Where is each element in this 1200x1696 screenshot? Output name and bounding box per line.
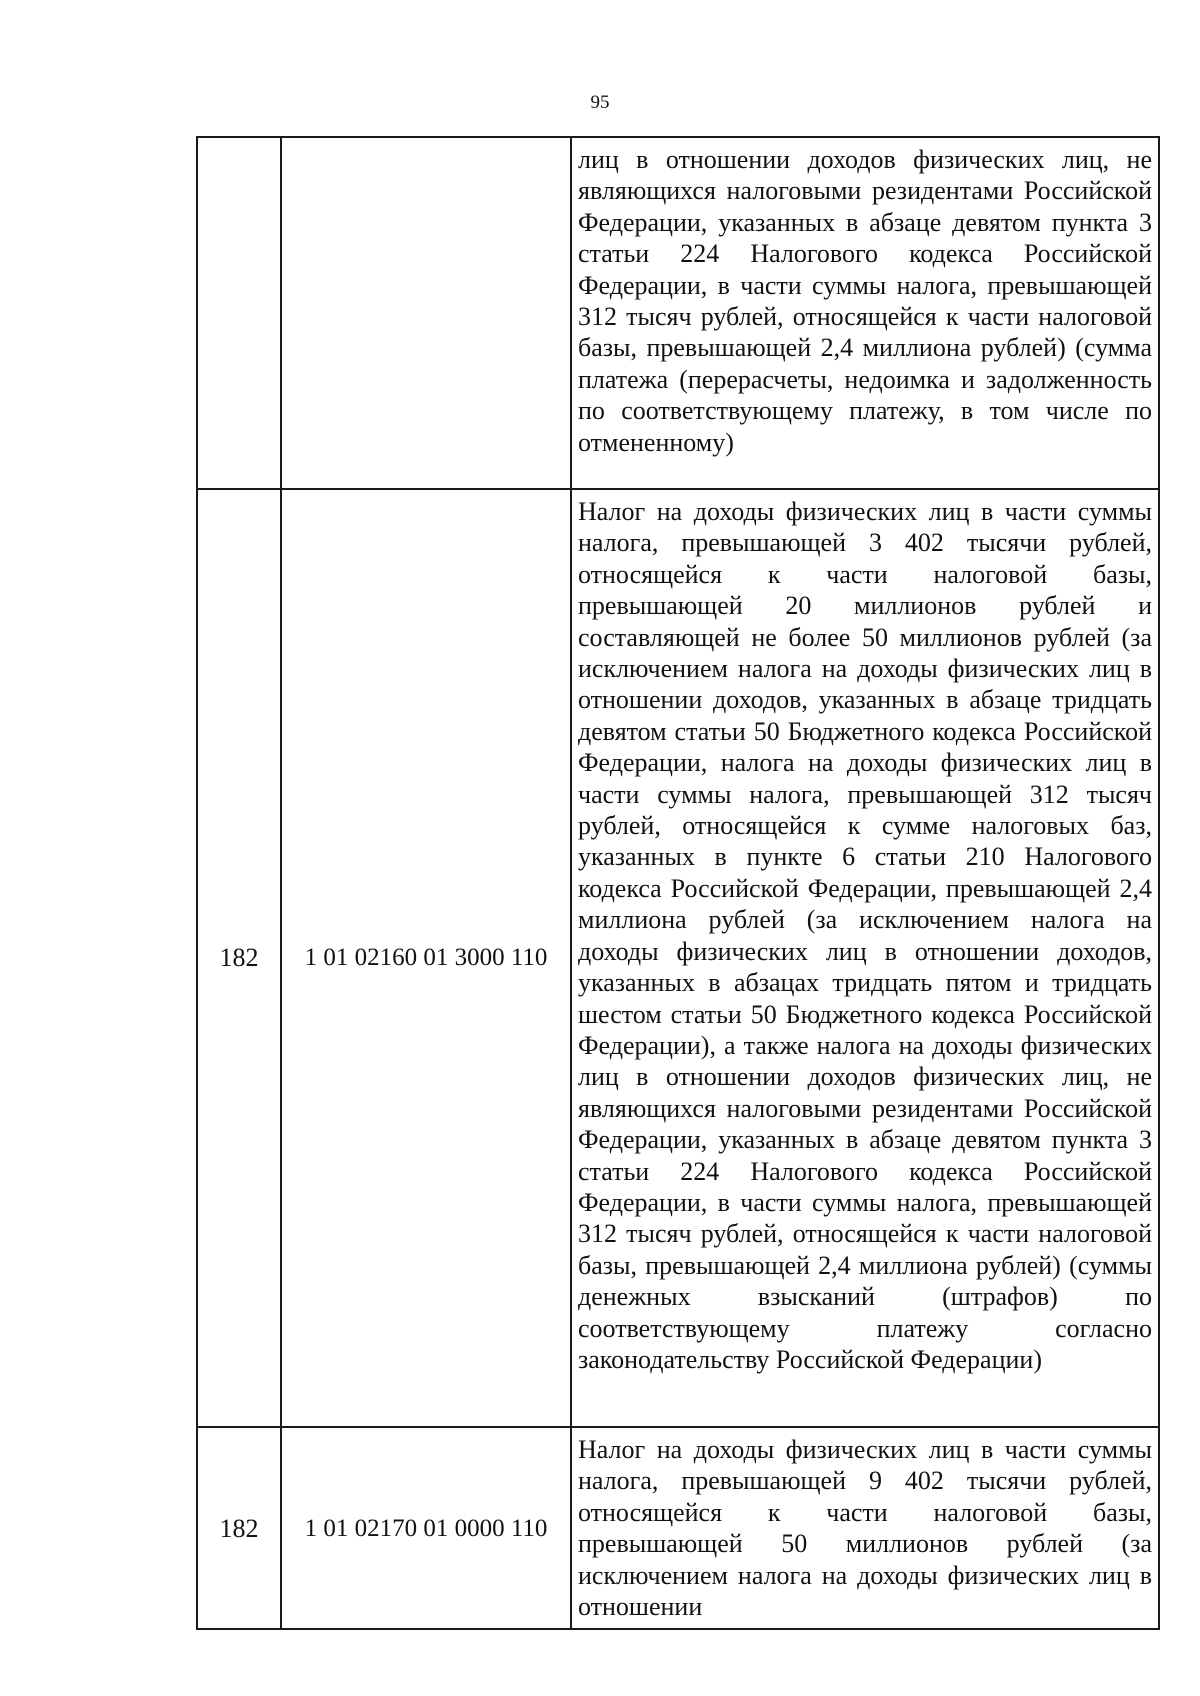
admin-code-cell: 182 xyxy=(197,489,281,1427)
budget-classification-table xyxy=(196,136,1160,1630)
admin-code-cell xyxy=(197,137,281,489)
budget-code-cell xyxy=(281,137,571,489)
budget-code-cell: 1 01 02160 01 3000 110 xyxy=(281,489,571,1427)
admin-code-cell: 182 xyxy=(197,1427,281,1629)
table-row xyxy=(197,489,1159,1427)
table-row xyxy=(197,1427,1159,1629)
description-cell: Налог на доходы физических лиц в части суммы налога, превышающей 9 402 тысячи рублей, относящейся к части налоговой базы, превышающей 50 миллионов рублей (за исключением налога на доходы физических лиц в отношении xyxy=(571,1427,1159,1629)
description-cell: лиц в отношении доходов физических лиц, не являющихся налоговыми резидентами Российской Федерации, указанных в абзаце девятом пункта 3 статьи 224 Налогового кодекса Российской Федерации, в части суммы налога, превышающей 312 тысяч рублей, относящейся к части налоговой базы, превышающей 2,4 миллиона рублей) (сумма платежа (перерасчеты, недоимка и задолженность по соответствующему платежу, в том числе по отмененному) xyxy=(571,137,1159,489)
budget-code-cell: 1 01 02170 01 0000 110 xyxy=(281,1427,571,1629)
page-number: 95 xyxy=(590,92,610,113)
description-cell: Налог на доходы физических лиц в части суммы налога, превышающей 3 402 тысячи рублей, относящейся к части налоговой базы, превышающей 20 миллионов рублей и составляющей не более 50 миллионов рублей (за исключением налога на доходы физических лиц в отношении доходов, указанных в абзаце тридцать девятом статьи 50 Бюджетного кодекса Российской Федерации, налога на доходы физических лиц в части суммы налога, превышающей 312 тысяч рублей, относящейся к сумме налоговых баз, указанных в пункте 6 статьи 210 Налогового кодекса Российской Федерации, превышающей 2,4 миллиона рублей (за исключением налога на доходы физических лиц в отношении доходов, указанных в абзацах тридцать пятом и тридцать шестом статьи 50 Бюджетного кодекса Российской Федерации), а также налога на доходы физических лиц в отношении доходов физических лиц, не являющихся налоговыми резидентами Российской Федерации, указанных в абзаце девятом пункта 3 статьи 224 Налогового кодекса Российской Федерации, в части суммы налога, превышающей 312 тысяч рублей, относящейся к части налоговой базы, превышающей 2,4 миллиона рублей) (суммы денежных взысканий (штрафов) по соответствующему платежу согласно законодательству Российской Федерации) xyxy=(571,489,1159,1427)
table-row xyxy=(197,137,1159,489)
